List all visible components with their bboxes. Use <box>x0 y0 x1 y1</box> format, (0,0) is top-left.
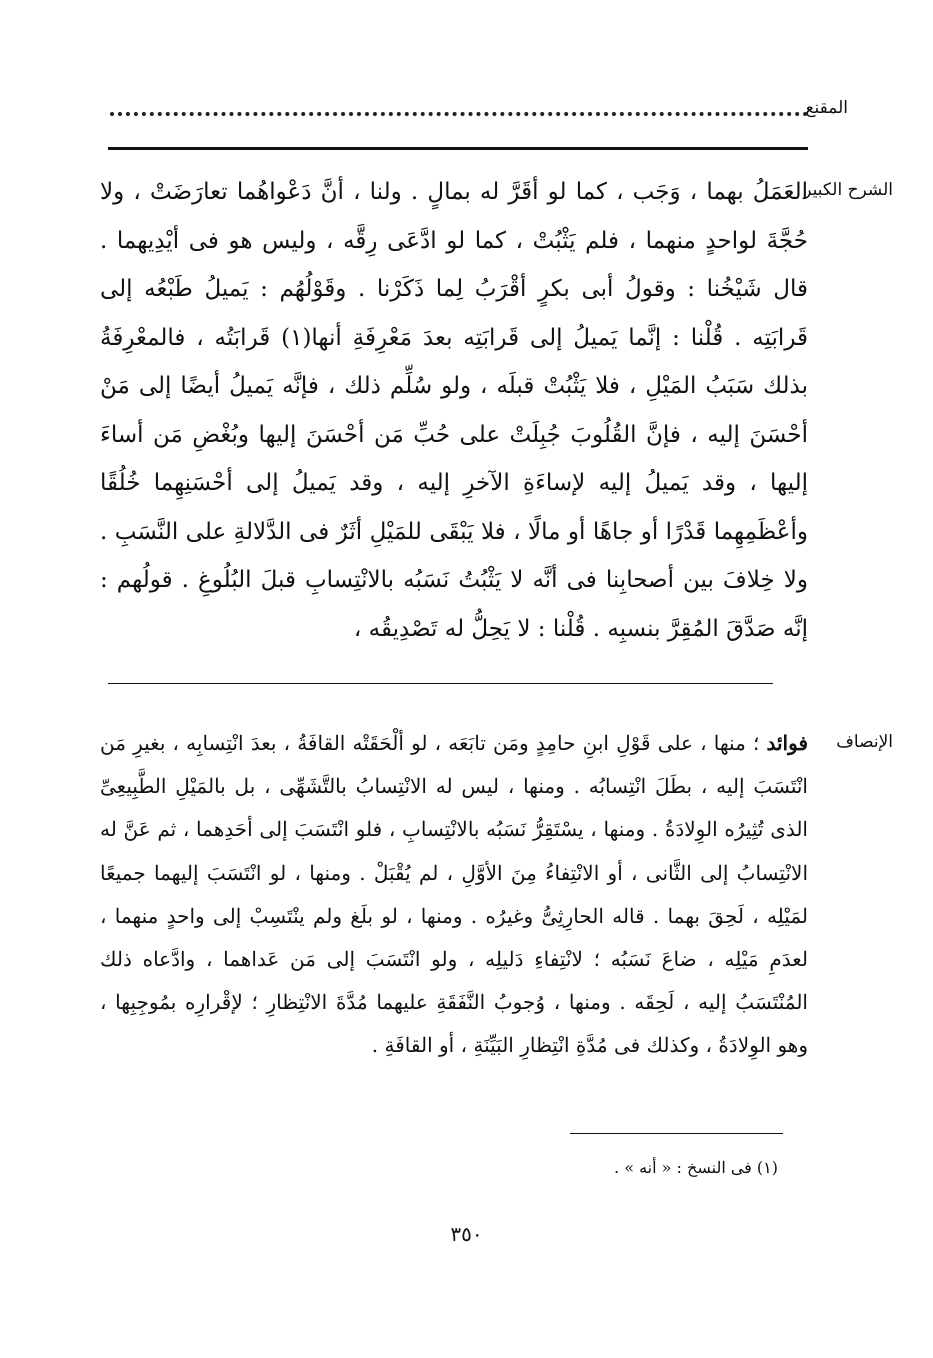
sharh-paragraph: العَمَلُ بهما ، وَجَب ، كما لو أقَرَّ له بمالٍ . ولنا ، أنَّ دَعْواهُما تعارَضَتْ ، ولا حُجَّةَ لواحدٍ منهما ، فلم يَثْبُتْ ، كما لو ادَّعَى رِقَّه ، وليس هو فى أيْدِيهما . قال شَيْخُنا : وقولُ أبى بكرٍ أقْرَبُ لِما ذَكَرْنا . وقَوْلُهُم : يَميلُ طَبْعُه إلى قَرابَتِه . قُلْنا : إنَّما يَميلُ إلى قَرابَتِه بعدَ مَعْرِفَةِ أنها(١) قَرابَتُه ، فالمعْرِفَةُ بذلك سَبَبُ المَيْلِ ، فلا يَثْبُتْ قبلَه ، ولو سُلِّم ذلك ، فإنَّه يَميلُ أيضًا إلى مَنْ أحْسَنَ إليه ، فإنَّ القُلُوبَ جُبِلَتْ على حُبِّ مَن أحْسَنَ إليها وبُغْضِ مَن أساءَ إليها ، وقد يَميلُ إليه لإساءَةِ الآخرِ إليه ، وقد يَميلُ إلى أحْسَنِهِما خُلُقًا وأعْظَمِهِما قَدْرًا أو جاهًا أو مالًا ، فلا يَبْقَى للمَيْلِ أثَرٌ فى الدَّلالةِ على النَّسَبِ . ولا خِلافَ بين أصحابِنا فى أنَّه لا يَثْبُتُ نَسَبُه بالانْتِسابِ قبلَ البُلُوغِ . قولُهم : إنَّه صَدَّقَ المُقِرَّ بنسبِه . قُلْنا : لا يَحِلُّ له تَصْدِيقُه ، <box>100 179 808 642</box>
footnote-rule <box>570 1133 783 1134</box>
insaf-body-text: ؛ منها ، على قَوْلِ ابنِ حامِدٍ ومَن تابَعَه ، لو ألْحَقَتْه القافَةُ ، بعدَ انْتِسابِه ، بغيرِ مَن انْتَسَبَ إليه ، بطَلَ انْتِسابُه . ومنها ، ليس له الانْتِسابُ بالتَّشَهِّى ، بل بالمَيْلِ الطَّبِيعِىِّ الذى تُثِيرُه الوِلادَةُ . ومنها ، يسْتَقِرُّ نَسَبُه بالانْتِسابِ ، فلو انْتَسَبَ إلى أحَدِهما ، ثم عَنَّ له الانْتِسابُ إلى الثَّانى ، أو الانْتِفاءُ مِنَ الأوَّلِ ، لم يُقْبَلْ . ومنها ، لو انْتَسَبَ إليهما جميعًا لمَيْلِه ، لَحِقَ بهما . قاله الحارِثِىُّ وغيرُه . ومنها ، لو بلَغ ولم ينْتَسِبْ إلى واحدٍ منهما ، لعدَمِ مَيْلِه ، ضاعَ نَسَبُه ؛ لانْتِفاءِ دَليلِه ، ولو انْتَسَبَ إلى مَن عَداهما ، وادَّعاه ذلك المُنْتَسَبُ إليه ، لَحِقَه . ومنها ، وُجوبُ النَّفَقَةِ عليهما مُدَّةَ الانْتِظارِ ؛ لإقْرارِه بمُوجِبِها ، وهو الوِلادَةُ ، وكذلك فى مُدَّةِ انْتِظارِ البَيِّنَةِ ، أو القافَةِ . <box>100 731 808 1058</box>
insaf-lead-word: فوائد <box>766 731 808 755</box>
page-number: ٣٥٠ <box>450 1222 483 1246</box>
sharh-margin-label: الشرح الكبير <box>803 180 893 200</box>
running-title: المقنع <box>805 98 848 118</box>
insaf-margin-label: الإنصاف <box>836 732 893 752</box>
section-divider <box>108 683 773 684</box>
sharh-text-block <box>100 168 808 653</box>
header-dotted-rule <box>110 112 808 116</box>
footnote: (١) فى النسخ : « أنه » . <box>614 1158 778 1177</box>
header-rule <box>108 147 808 150</box>
insaf-text-block <box>100 722 808 1068</box>
insaf-paragraph <box>100 722 808 1068</box>
